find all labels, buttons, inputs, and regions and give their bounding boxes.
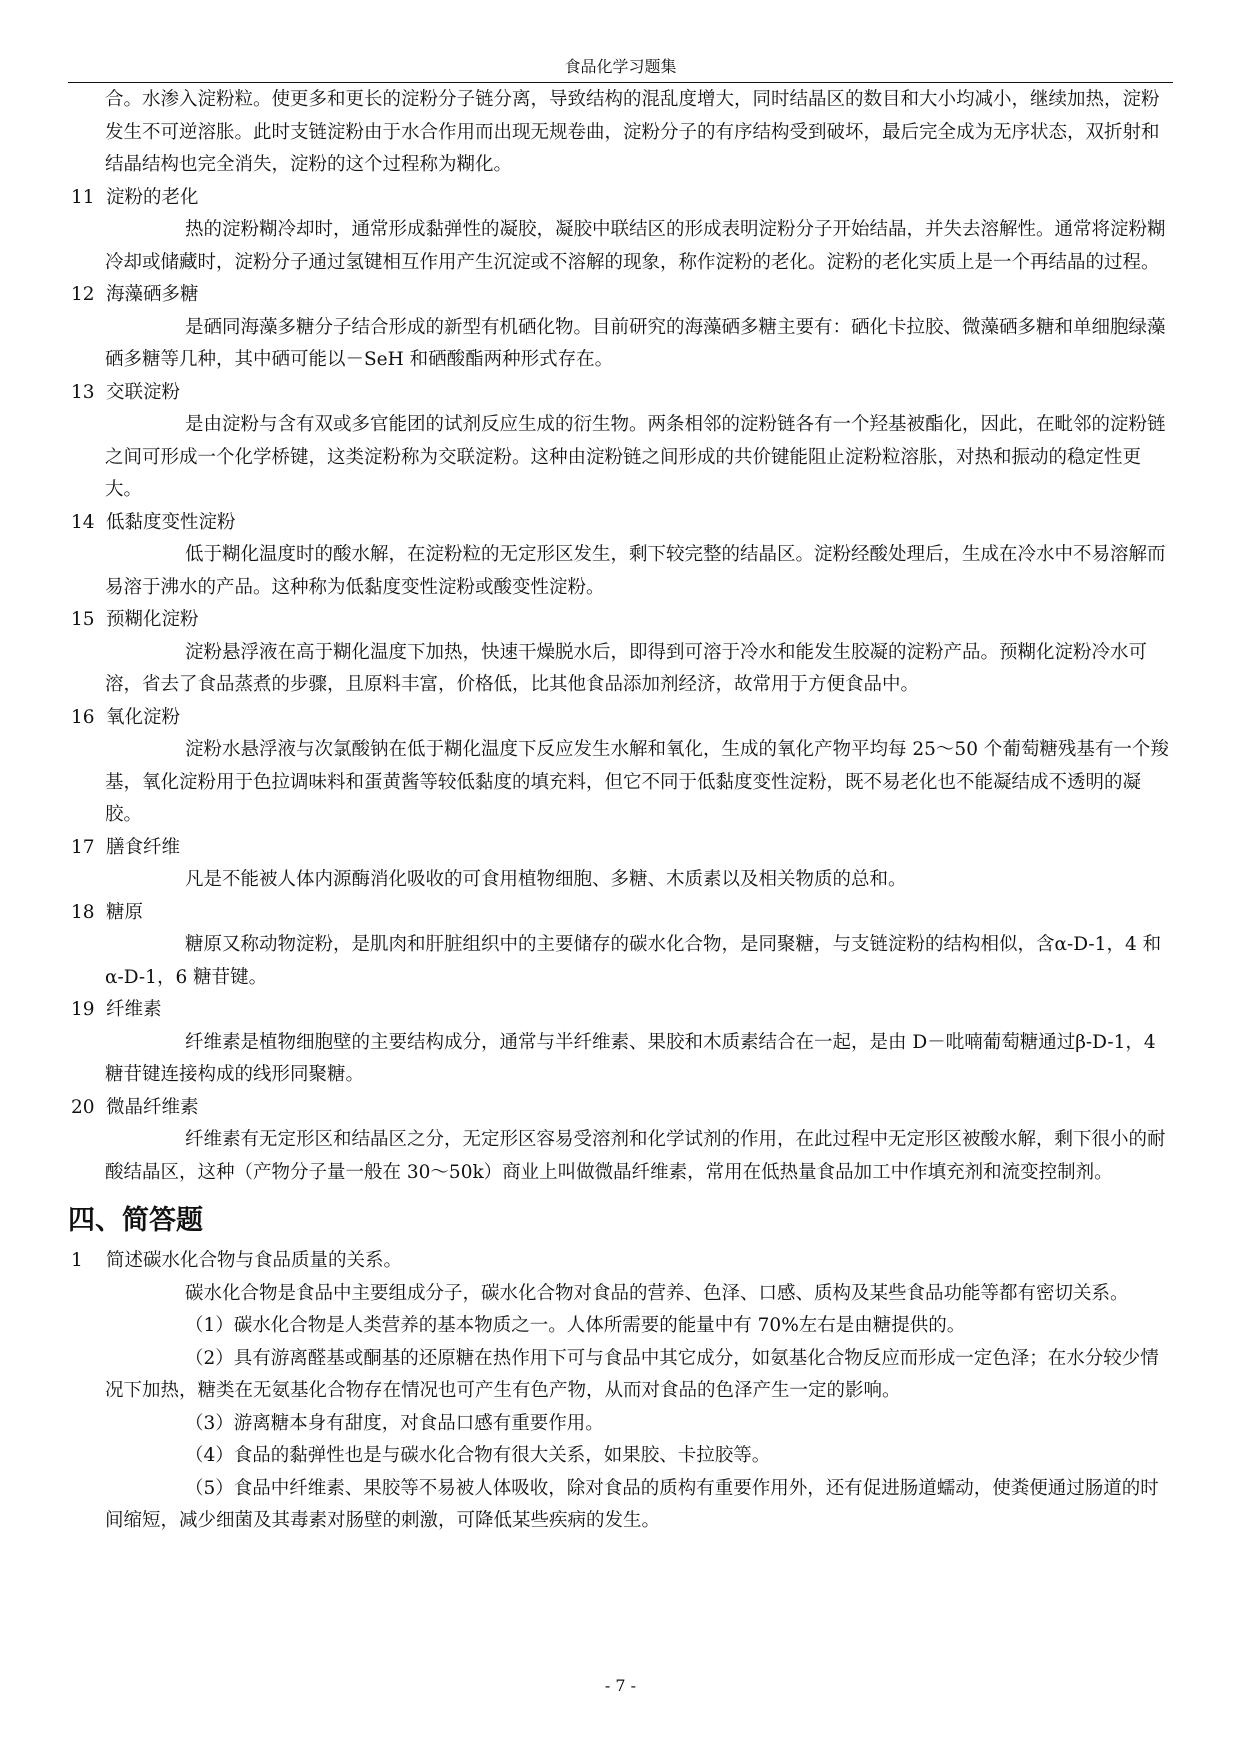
entry-term: 微晶纤维素 bbox=[106, 1096, 199, 1118]
entry-number: 11 bbox=[71, 186, 95, 208]
entry-term: 淀粉的老化 bbox=[106, 186, 199, 208]
entry-15 bbox=[68, 604, 1173, 702]
entry-17 bbox=[68, 832, 1173, 897]
entry-heading bbox=[68, 279, 1173, 312]
answer-paragraph: （1）碳水化合物是人类营养的基本物质之一。人体所需要的能量中有 70%左右是由糖提供的。 bbox=[185, 1315, 966, 1336]
page-body bbox=[68, 84, 1173, 1538]
entry-paragraph: 热的淀粉糊冷却时，通常形成黏弹性的凝胶，凝胶中联结区的形成表明淀粉分子开始结晶，并失去溶解性。通常将淀粉糊冷却或储藏时，淀粉分子通过氢键相互作用产生沉淀或不溶解的现象，称作淀粉的老化。淀粉的老化实质上是一个再结晶的过程。 bbox=[105, 219, 1166, 273]
answer-paragraph: （2）具有游离醛基或酮基的还原糖在热作用下可与食品中其它成分，如氨基化合物反应而形成一定色泽；在水分较少情况下加热，糖类在无氨基化合物存在情况也可产生有色产物，从而对食品的色泽产生一定的影响。 bbox=[105, 1347, 1159, 1401]
entry-heading bbox=[68, 897, 1173, 930]
answer-paragraph: 碳水化合物是食品中主要组成分子，碳水化合物对食品的营养、色泽、口感、质构及某些食品功能等都有密切关系。 bbox=[185, 1282, 1129, 1304]
page-number: - 7 - bbox=[604, 1676, 637, 1695]
entry-heading bbox=[68, 832, 1173, 865]
entry-term: 预糊化淀粉 bbox=[106, 609, 199, 630]
entry-19 bbox=[68, 994, 1173, 1092]
entry-paragraph: 糖原又称动物淀粉，是肌肉和肝脏组织中的主要储存的碳水化合物，是同聚糖，与支链淀粉的结构相似，含α-D-1，4 和 α-D-1，6 糖苷键。 bbox=[105, 934, 1162, 988]
entry-heading bbox=[68, 182, 1173, 215]
entry-heading bbox=[68, 604, 1173, 637]
entry-heading bbox=[68, 994, 1173, 1027]
entry-paragraph: 是由淀粉与含有双或多官能团的试剂反应生成的衍生物。两条相邻的淀粉链各有一个羟基被酯化，因此，在毗邻的淀粉链之间可形成一个化学桥键，这类淀粉称为交联淀粉。这种由淀粉链之间形成的共价键能阻止淀粉粒溶胀，对热和振动的稳定性更大。 bbox=[105, 414, 1166, 500]
entry-13 bbox=[68, 377, 1173, 507]
entry-heading bbox=[68, 377, 1173, 410]
entry-paragraph: 淀粉悬浮液在高于糊化温度下加热，快速干燥脱水后，即得到可溶于冷水和能发生胶凝的淀粉产品。预糊化淀粉冷水可溶，省去了食品蒸煮的步骤，且原料丰富，价格低，比其他食品添加剂经济，故常用于方便食品中。 bbox=[105, 641, 1148, 695]
question-1 bbox=[68, 1245, 1173, 1538]
entry-number: 19 bbox=[71, 999, 95, 1020]
intro-paragraph: 合。水渗入淀粉粒。使更多和更长的淀粉分子链分离，导致结构的混乱度增大，同时结晶区的数目和大小均减小，继续加热，淀粉发生不可逆溶胀。此时支链淀粉由于水合作用而出现无规卷曲，淀粉分子的有序结构受到破坏，最后完全成为无序状态，双折射和结晶结构也完全消失，淀粉的这个过程称为糊化。 bbox=[105, 89, 1160, 175]
entry-number: 13 bbox=[71, 381, 95, 403]
entry-paragraph: 纤维素是植物细胞壁的主要结构成分，通常与半纤维素、果胶和木质素结合在一起，是由 D－吡喃葡萄糖通过β-D-1，4 糖苷键连接构成的线形同聚糖。 bbox=[105, 1031, 1156, 1085]
question-heading bbox=[68, 1245, 1173, 1278]
question-text: 简述碳水化合物与食品质量的关系。 bbox=[106, 1250, 403, 1271]
entry-heading bbox=[68, 702, 1173, 735]
entry-term: 膳食纤维 bbox=[106, 836, 181, 858]
entry-heading bbox=[68, 1092, 1173, 1125]
entry-number: 14 bbox=[71, 511, 95, 533]
entry-paragraph: 纤维素有无定形区和结晶区之分，无定形区容易受溶剂和化学试剂的作用，在此过程中无定形区被酸水解，剩下很小的耐酸结晶区，这种（产物分子量一般在 30～50k）商业上叫做微晶纤维素，常用在低热量食品加工中作填充剂和流变控制剂。 bbox=[105, 1129, 1166, 1183]
entry-20 bbox=[68, 1092, 1173, 1190]
page-header: 食品化学习题集 bbox=[68, 56, 1173, 83]
entry-term: 海藻硒多糖 bbox=[106, 284, 199, 305]
entry-paragraph: 凡是不能被人体内源酶消化吸收的可食用植物细胞、多糖、木质素以及相关物质的总和。 bbox=[185, 869, 907, 890]
entry-heading bbox=[68, 507, 1173, 540]
entry-number: 20 bbox=[71, 1096, 95, 1118]
entry-16 bbox=[68, 702, 1173, 832]
entry-paragraph: 低于糊化温度时的酸水解，在淀粉粒的无定形区发生，剩下较完整的结晶区。淀粉经酸处理后，生成在冷水中不易溶解而易溶于沸水的产品。这种称为低黏度变性淀粉或酸变性淀粉。 bbox=[105, 544, 1166, 598]
answer-paragraph: （4）食品的黏弹性也是与碳水化合物有很大关系，如果胶、卡拉胶等。 bbox=[185, 1445, 771, 1466]
entry-term: 糖原 bbox=[106, 901, 144, 923]
answer-paragraph: （3）游离糖本身有甜度，对食品口感有重要作用。 bbox=[185, 1412, 604, 1434]
entry-number: 12 bbox=[71, 284, 95, 305]
entry-term: 低黏度变性淀粉 bbox=[106, 511, 236, 533]
entry-number: 18 bbox=[71, 901, 95, 923]
entry-number: 17 bbox=[71, 836, 95, 858]
entry-paragraph: 是硒同海藻多糖分子结合形成的新型有机硒化物。目前研究的海藻硒多糖主要有：硒化卡拉胶、微藻硒多糖和单细胞绿藻硒多糖等几种，其中硒可能以－SeH 和硒酸酯两种形式存在。 bbox=[105, 316, 1166, 370]
entry-paragraph: 淀粉水悬浮液与次氯酸钠在低于糊化温度下反应发生水解和氧化，生成的氧化产物平均每 25～50 个葡萄糖残基有一个羧基，氧化淀粉用于色拉调味料和蛋黄酱等较低黏度的填充料，但它不同于低黏度变性淀粉，既不易老化也不能凝结成不透明的凝胶。 bbox=[105, 739, 1169, 825]
entry-number: 16 bbox=[71, 706, 95, 728]
entry-12 bbox=[68, 279, 1173, 377]
question-number: 1 bbox=[71, 1250, 83, 1271]
section-title: 四、简答题 bbox=[68, 1205, 203, 1236]
entry-term: 交联淀粉 bbox=[106, 381, 181, 403]
entry-term: 氧化淀粉 bbox=[106, 706, 181, 728]
entry-18 bbox=[68, 897, 1173, 995]
entry-number: 15 bbox=[71, 609, 95, 630]
entry-11 bbox=[68, 182, 1173, 280]
entry-term: 纤维素 bbox=[106, 999, 162, 1020]
entry-14 bbox=[68, 507, 1173, 605]
answer-paragraph: （5）食品中纤维素、果胶等不易被人体吸收，除对食品的质构有重要作用外，还有促进肠道蠕动，使粪便通过肠道的时间缩短，减少细菌及其毒素对肠壁的刺激，可降低某些疾病的发生。 bbox=[105, 1477, 1159, 1531]
